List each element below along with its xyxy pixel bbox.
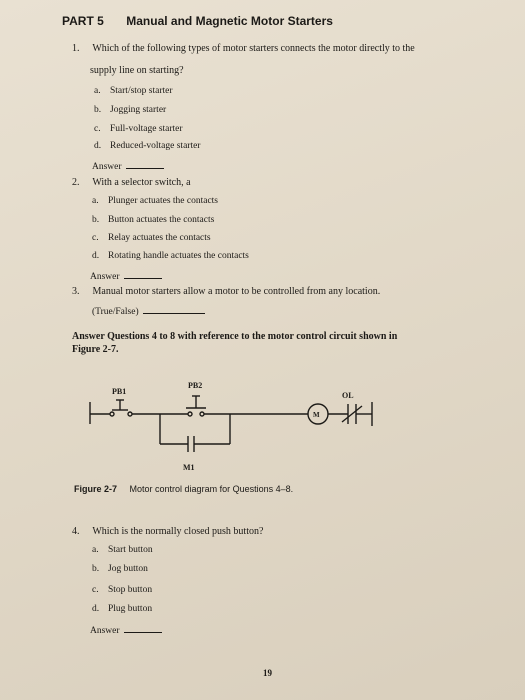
question-number: 1. xyxy=(72,43,80,54)
option-letter: a. xyxy=(92,545,99,555)
option-letter: c. xyxy=(92,585,99,595)
answer-label: Answer xyxy=(90,626,120,636)
part-label: PART 5 xyxy=(62,14,104,28)
question-number: 3. xyxy=(72,286,80,297)
option-letter: b. xyxy=(94,105,102,115)
option-text: Full-voltage starter xyxy=(110,124,183,134)
option-4a xyxy=(92,545,153,555)
option-text: Start button xyxy=(108,545,153,555)
question-stem: Manual motor starters allow a motor to be controlled from any location. xyxy=(92,286,381,297)
question-number: 4. xyxy=(72,526,80,537)
ol-label: OL xyxy=(342,391,354,400)
option-letter: d. xyxy=(94,141,102,151)
answer-2 xyxy=(90,270,162,282)
reference-line-1: Answer Questions 4 to 8 with reference to the motor control circuit shown in xyxy=(72,331,398,342)
page-number: 19 xyxy=(263,668,272,678)
question-1-stem-continued: supply line on starting? xyxy=(90,65,184,76)
option-4b xyxy=(92,564,148,574)
option-4c xyxy=(92,585,152,595)
option-letter: b. xyxy=(92,564,100,574)
question-number: 2. xyxy=(72,177,80,188)
question-2 xyxy=(72,176,191,190)
option-letter: d. xyxy=(92,604,100,614)
option-letter: c. xyxy=(94,124,101,134)
option-4d xyxy=(92,604,152,614)
question-1 xyxy=(72,42,452,56)
option-text: Jogging starter xyxy=(110,105,167,115)
option-text: Button actuates the contacts xyxy=(108,215,215,225)
pb1-label: PB1 xyxy=(112,387,127,396)
question-3 xyxy=(72,285,472,299)
reference-instructions xyxy=(72,330,452,356)
option-text: Plunger actuates the contacts xyxy=(108,196,219,206)
option-letter: a. xyxy=(94,86,101,96)
section-title: Manual and Magnetic Motor Starters xyxy=(126,14,333,28)
pb2-label: PB2 xyxy=(188,381,203,390)
option-1a xyxy=(94,86,173,96)
answer-4 xyxy=(90,624,162,636)
option-text: Reduced-voltage starter xyxy=(110,141,201,151)
option-1c xyxy=(94,124,183,134)
page-header xyxy=(62,12,333,30)
figure-caption-label: Figure 2-7 xyxy=(74,484,118,494)
answer-blank[interactable] xyxy=(124,624,162,633)
option-letter: a. xyxy=(92,196,99,206)
option-text: Rotating handle actuates the contacts xyxy=(108,251,249,261)
option-text: Plug button xyxy=(108,604,153,614)
option-2a xyxy=(92,196,218,206)
answer-label: Answer xyxy=(90,272,120,282)
question-4 xyxy=(72,525,263,539)
option-text: Jog button xyxy=(108,564,148,574)
motor-control-diagram xyxy=(80,378,440,478)
question-stem: Which is the normally closed push button? xyxy=(92,526,264,537)
question-stem: With a selector switch, a xyxy=(92,177,191,188)
option-text: Relay actuates the contacts xyxy=(108,233,211,243)
option-letter: b. xyxy=(92,215,100,225)
answer-label: (True/False) xyxy=(92,307,139,317)
answer-1 xyxy=(92,160,164,172)
option-2d xyxy=(92,251,249,261)
answer-label: Answer xyxy=(92,162,122,172)
option-letter: c. xyxy=(92,233,99,243)
option-2c xyxy=(92,233,211,243)
answer-blank[interactable] xyxy=(143,305,205,314)
figure-caption xyxy=(74,484,293,494)
option-2b xyxy=(92,215,214,225)
option-text: Start/stop starter xyxy=(110,86,173,96)
answer-blank[interactable] xyxy=(124,270,162,279)
answer-3 xyxy=(92,305,205,317)
answer-blank[interactable] xyxy=(126,160,164,169)
question-stem: Which of the following types of motor starters connects the motor directly to the xyxy=(92,43,415,54)
figure-caption-text: Motor control diagram for Questions 4–8. xyxy=(129,484,294,494)
reference-line-2: Figure 2-7. xyxy=(72,344,119,355)
option-letter: d. xyxy=(92,251,100,261)
m1-label: M1 xyxy=(183,463,195,472)
option-1b xyxy=(94,105,166,115)
option-text: Stop button xyxy=(108,585,153,595)
option-1d xyxy=(94,141,200,151)
motor-label: M xyxy=(313,411,320,419)
